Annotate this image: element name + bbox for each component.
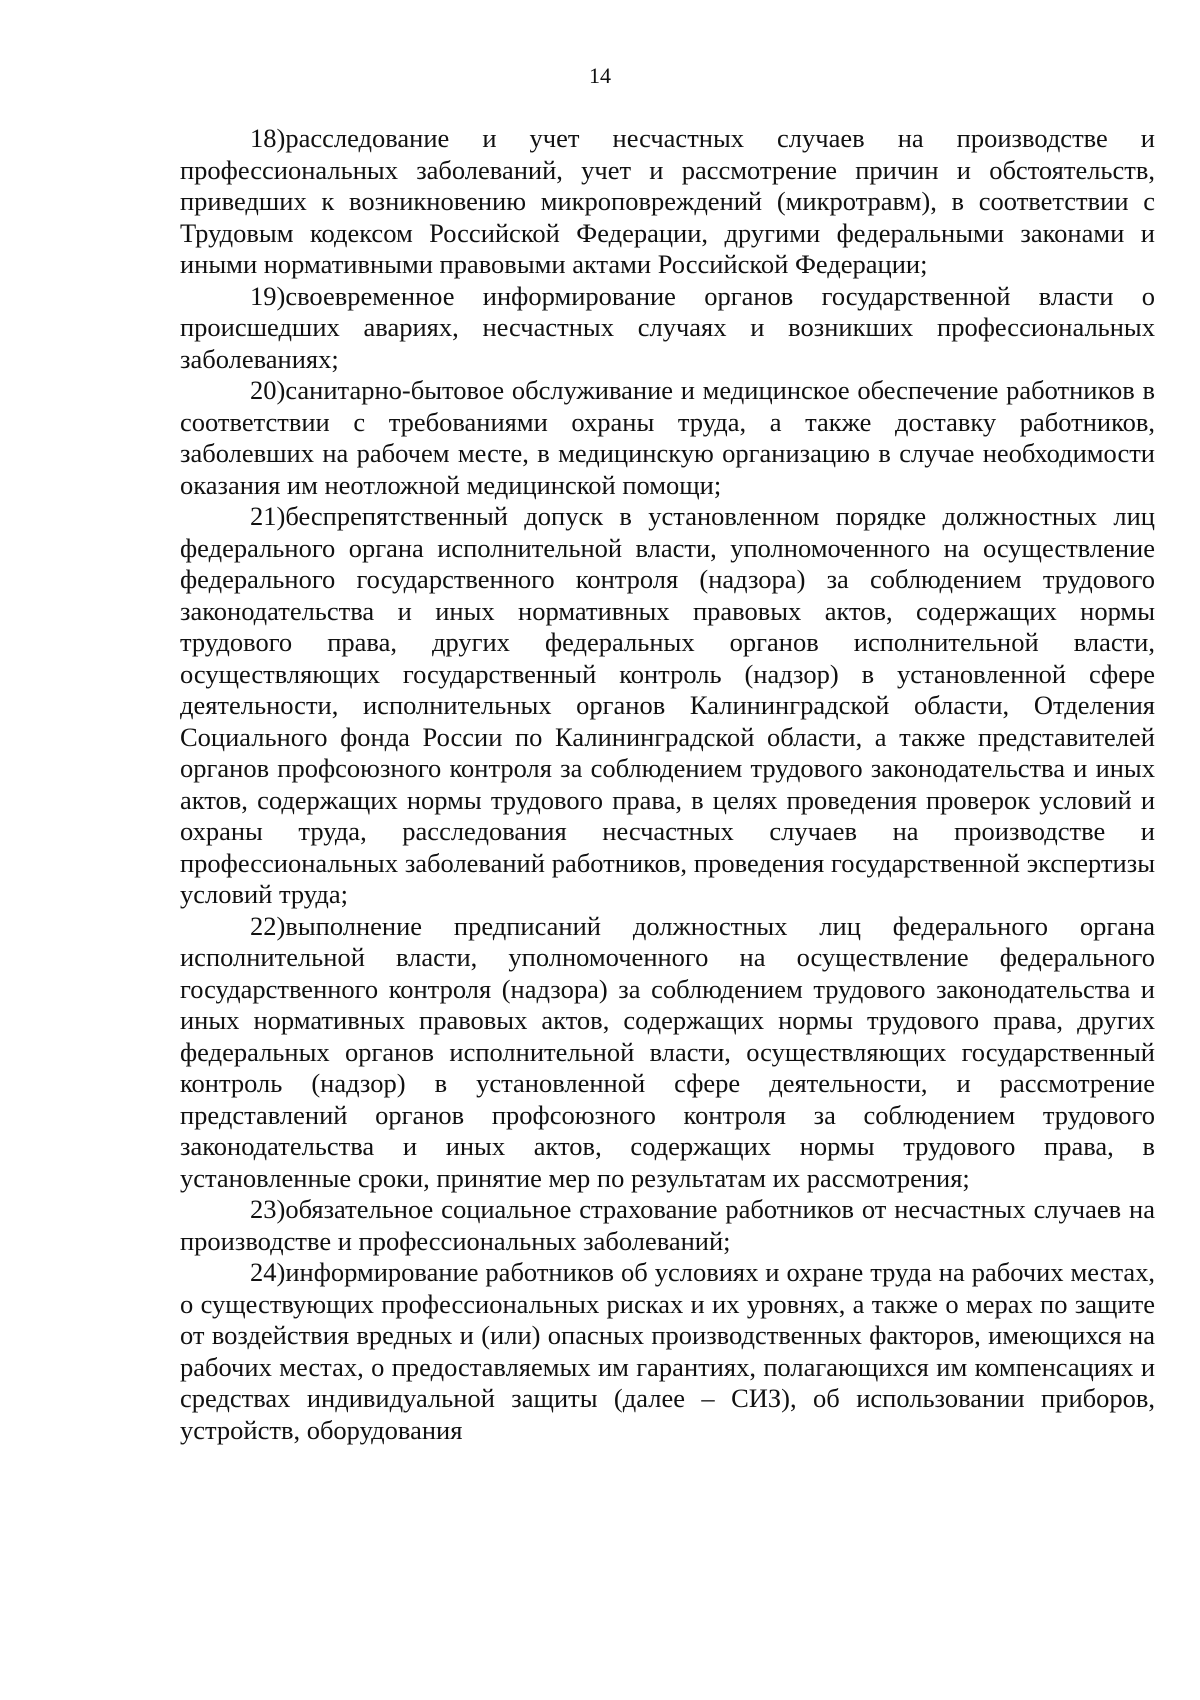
item-text: беспрепятственный допуск в установленном порядке должностных лиц федерального органа исполнительной власти, уполномоченного на осуществление федерального государственного контроля (надзора) за соблюдением трудового законодательства и иных нормативных правовых актов, содержащих нормы трудового права, других федеральных органов исполнительной власти, осуществляющих государственный контроль (надзор) в установленной сфере деятельности, исполнительных органов Калининградской области, Отделения Социального фонда России по Калининградской области, а также представителей органов профсоюзного контроля за соблюдением трудового законодательства и иных актов, содержащих нормы трудового права, в целях проведения проверок условий и охраны труда, расследования несчастных случаев на производстве и профессиональных заболеваний работников, проведения государственной экспертизы условий труда; — [180, 501, 1155, 909]
list-item-24 — [180, 1257, 1155, 1446]
list-item-22 — [180, 911, 1155, 1195]
list-item-20 — [180, 375, 1155, 501]
item-number: 24) — [250, 1257, 286, 1287]
item-text: обязательное социальное страхование работников от несчастных случаев на производстве и профессиональных заболеваний; — [180, 1194, 1155, 1256]
item-text: выполнение предписаний должностных лиц федерального органа исполнительной власти, уполномоченного на осуществление федерального государственного контроля (надзора) за соблюдением трудового законодательства и иных нормативных правовых актов, содержащих нормы трудового права, других федеральных органов исполнительной власти, осуществляющих государственный контроль (надзор) в установленной сфере деятельности, и рассмотрение представлений органов профсоюзного контроля за соблюдением трудового законодательства и иных актов, содержащих нормы трудового права, в установленные сроки, принятие мер по результатам их рассмотрения; — [180, 910, 1155, 1193]
item-number: 18) — [250, 123, 286, 153]
list-item-23 — [180, 1194, 1155, 1257]
item-number: 19) — [250, 280, 286, 311]
item-text: своевременное информирование органов государственной власти о происшедших авариях, несчастных случаях и возникших профессиональных заболеваниях; — [180, 280, 1155, 374]
item-number: 22) — [250, 910, 286, 941]
list-item-18 — [180, 123, 1155, 281]
item-text: информирование работников об условиях и охране труда на рабочих местах, о существующих профессиональных рисках и их уровнях, а также о мерах по защите от воздействия вредных и (или) опасных производственных факторов, имеющихся на рабочих местах, о предоставляемых им гарантиях, полагающихся им компенсациях и средствах индивидуальной защиты (далее – СИЗ), об использовании приборов, устройств, оборудования — [180, 1257, 1155, 1445]
item-number: 21) — [250, 501, 286, 531]
item-number: 23) — [250, 1194, 286, 1224]
item-text: расследование и учет несчастных случаев на производстве и профессиональных заболеваний, учет и рассмотрение причин и обстоятельств, приведших к возникновению микроповреждений (микротравм), в соответствии с Трудовым кодексом Российской Федерации, другими федеральными законами и иными нормативными правовыми актами Российской Федерации; — [180, 123, 1155, 279]
page-number: 14 — [589, 63, 611, 88]
document-body — [180, 123, 1155, 1446]
list-item-19 — [180, 281, 1155, 376]
item-text: санитарно-бытовое обслуживание и медицинское обеспечение работников в соответствии с требованиями охраны труда, а также доставку работников, заболевших на рабочем месте, в медицинскую организацию в случае необходимости оказания им неотложной медицинской помощи; — [180, 375, 1155, 500]
item-number: 20) — [250, 375, 286, 405]
list-item-21 — [180, 501, 1155, 911]
